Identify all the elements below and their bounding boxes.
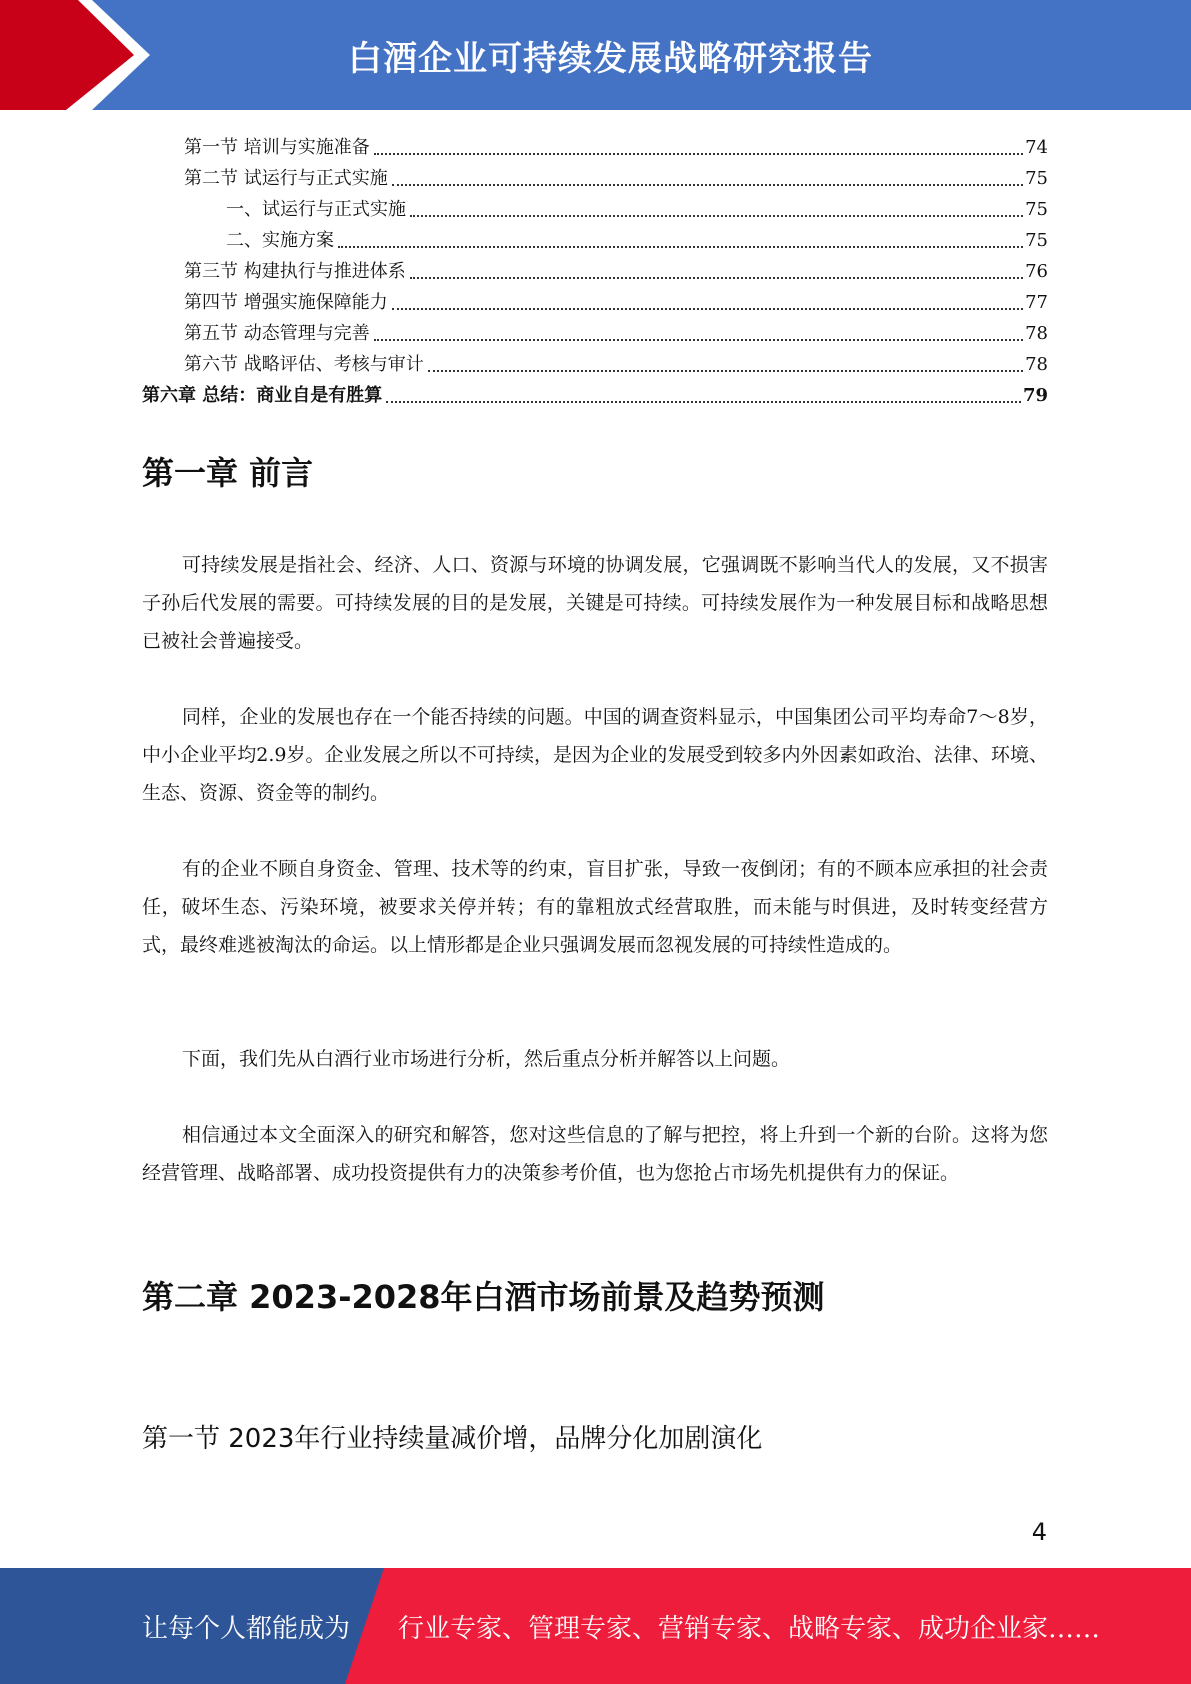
toc-entry-label: 一、试运行与正式实施 (226, 199, 406, 220)
toc-entry[interactable] (142, 128, 1048, 159)
report-title: 白酒企业可持续发展战略研究报告 (348, 38, 873, 79)
toc-entry-label: 第三节 构建执行与推进体系 (184, 261, 406, 282)
toc-entry[interactable] (142, 314, 1048, 345)
page-header (0, 0, 1191, 110)
toc-entry[interactable] (142, 221, 1048, 252)
toc-entry-page: 75 (1025, 199, 1048, 220)
toc-entry[interactable] (142, 159, 1048, 190)
paragraph: 有的企业不顾自身资金、管理、技术等的约束，盲目扩张，导致一夜倒闭；有的不顾本应承担的社会责任，破坏生态、污染环境，被要求关停并转；有的靠粗放式经营取胜，而未能与时俱进，及时转变经营方式，最终难逃被淘汰的命运。以上情形都是企业只强调发展而忽视发展的可持续性造成的。 (142, 858, 1048, 956)
section-heading: 第一节 2023年行业持续量减价增，品牌分化加剧演化 (142, 1424, 763, 1454)
chapter-2-heading: 第二章 2023-2028年白酒市场前景及趋势预测 (142, 1278, 825, 1316)
paragraph: 下面，我们先从白酒行业市场进行分析，然后重点分析并解答以上问题。 (182, 1048, 791, 1070)
toc-entry-chapter[interactable] (142, 376, 1048, 407)
toc-leader (392, 307, 1023, 310)
toc-entry-label: 第六节 战略评估、考核与审计 (184, 354, 424, 375)
toc-entry-label: 第一节 培训与实施准备 (184, 137, 370, 158)
toc-entry-page: 76 (1025, 261, 1048, 282)
toc-entry-page: 75 (1025, 168, 1048, 189)
toc-leader (338, 245, 1023, 248)
toc-leader (410, 214, 1023, 217)
toc-entry[interactable] (142, 345, 1048, 376)
page-footer (0, 1568, 1191, 1684)
toc-entry-label: 第五节 动态管理与完善 (184, 323, 370, 344)
toc-entry-page: 78 (1025, 354, 1048, 375)
toc-entry-label: 第二节 试运行与正式实施 (184, 168, 388, 189)
toc-entry-label: 第六章 总结：商业自是有胜算 (142, 385, 383, 406)
toc-leader (392, 183, 1023, 186)
toc-leader (374, 152, 1023, 155)
toc-entry-page: 79 (1022, 385, 1048, 406)
footer-slogan-left: 让每个人都能成为 (142, 1613, 351, 1644)
chapter-1-heading: 第一章 前言 (142, 454, 314, 492)
toc-entry[interactable] (142, 190, 1048, 221)
paragraph: 可持续发展是指社会、经济、人口、资源与环境的协调发展，它强调既不影响当代人的发展，又不损害子孙后代发展的需要。可持续发展的目的是发展，关键是可持续。可持续发展作为一种发展目标和战略思想已被社会普遍接受。 (142, 554, 1048, 652)
toc-leader (374, 338, 1023, 341)
toc-entry[interactable] (142, 283, 1048, 314)
toc-leader (428, 369, 1023, 372)
table-of-contents (142, 128, 1048, 407)
toc-entry-page: 77 (1025, 292, 1048, 313)
toc-entry[interactable] (142, 252, 1048, 283)
toc-entry-page: 75 (1025, 230, 1048, 251)
page-number: 4 (1031, 1518, 1047, 1546)
toc-entry-page: 78 (1025, 323, 1048, 344)
footer-slogan-right: 行业专家、管理专家、营销专家、战略专家、成功企业家…… (398, 1613, 1101, 1644)
toc-leader (386, 400, 1021, 403)
paragraph: 相信通过本文全面深入的研究和解答，您对这些信息的了解与把控，将上升到一个新的台阶。这将为您经营管理、战略部署、成功投资提供有力的决策参考价值，也为您抢占市场先机提供有力的保证。 (142, 1124, 1048, 1184)
paragraph: 同样，企业的发展也存在一个能否持续的问题。中国的调查资料显示，中国集团公司平均寿命7～8岁，中小企业平均2.9岁。企业发展之所以不可持续，是因为企业的发展受到较多内外因素如政治、法律、环境、生态、资源、资金等的制约。 (142, 706, 1048, 804)
toc-leader (410, 276, 1023, 279)
toc-entry-label: 二、实施方案 (226, 230, 334, 251)
toc-entry-label: 第四节 增强实施保障能力 (184, 292, 388, 313)
toc-entry-page: 74 (1025, 137, 1048, 158)
